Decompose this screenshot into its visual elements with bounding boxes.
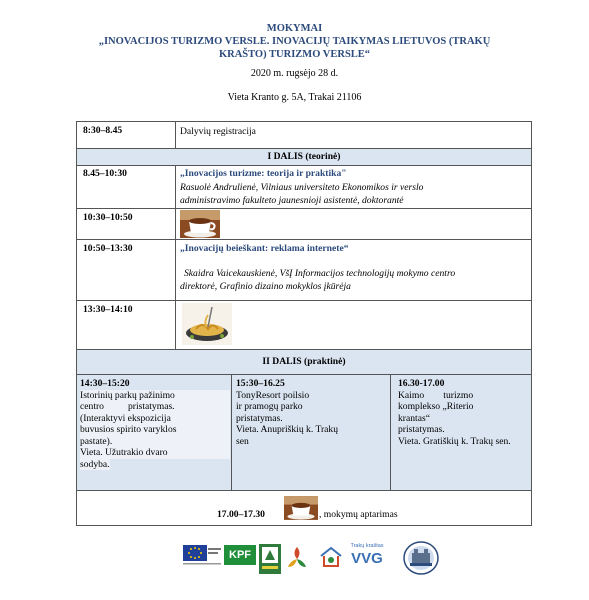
- column-3-line: Vieta. Gratiškių k. Trakų sen.: [398, 435, 511, 447]
- ornament-logo: [286, 545, 308, 571]
- column-1-line: centro pristatymas.: [80, 401, 230, 413]
- column-2-line: Vieta. Anupriškių k. Trakų: [236, 424, 339, 435]
- coffee-cup-icon: [284, 493, 318, 523]
- column-3-line: Kaimo turizmo: [398, 389, 474, 401]
- column-2-line: sen: [236, 435, 249, 447]
- column-1-time: 14:30–15:20: [80, 378, 130, 389]
- kpf-logo: KPF: [224, 545, 256, 565]
- row-marketing-speaker-1: Skaidra Vaicekauskienė, VšĮ Informacijos technologijų mokymo centro: [184, 268, 456, 279]
- row-theory-speaker-1: Rasuolė Andrulienė, Vilniaus universiteto Ekonomikos ir verslo: [180, 182, 424, 193]
- column-3-line: komplekso „Riterio: [398, 401, 474, 412]
- closing-row: [77, 491, 531, 525]
- trakai-vvg-logo: [347, 543, 387, 573]
- part1-heading: I DALIS (teorinė): [267, 151, 341, 162]
- column-1-line: (Interaktyvi ekspozicija: [80, 413, 230, 425]
- column-2-line: pristatymas.: [236, 412, 283, 424]
- trakai-crest-logo: [403, 541, 439, 575]
- row-marketing-speaker-2: direktorė, Grafinio dizaino mokyklos įkūrėja: [180, 281, 351, 292]
- trakai-label: Trakų kraštas: [350, 543, 384, 549]
- row-theory-title: „Inovacijos turizme: teorija ir praktika": [180, 168, 347, 179]
- column-1-line: sodyba.: [80, 458, 110, 470]
- column-3-time: 16.30-17.00: [398, 378, 445, 389]
- event-date: 2020 m. rugsėjo 28 d.: [250, 68, 339, 79]
- column-2-time: 15:30–16.25: [236, 378, 285, 389]
- row-lunch-time: 13:30–14:10: [83, 304, 133, 315]
- eu-flag-icon: [183, 545, 221, 567]
- column-2-line: ir pramogų parko: [236, 401, 303, 412]
- column-2-line: TonyResort poilsio: [236, 389, 310, 401]
- row-registration-time: 8:30–8.45: [83, 125, 123, 136]
- closing-text: , mokymų aptarimas: [319, 509, 398, 520]
- title-line-2: KRAŠTO) TURIZMO VERSLE“: [218, 49, 371, 60]
- row-marketing-title: „Inovacijų beieškant: reklama internete“: [180, 243, 349, 254]
- column-1-line: Istorinių parkų pažinimo: [80, 390, 230, 402]
- title-line-1: „INOVACIJOS TURIZMO VERSLE. INOVACIJŲ TAIKYMAS LIETUVOS (TRAKŲ: [98, 36, 491, 47]
- column-3: [398, 378, 530, 447]
- row-coffee-time: 10:30–10:50: [83, 212, 133, 223]
- column-3-line: pristatymas.: [398, 424, 445, 435]
- row-theory-speaker-2: administravimo fakulteto jaunesnioji asistentė, doktorantė: [180, 195, 404, 206]
- row-marketing-time: 10:50–13:30: [83, 243, 133, 254]
- row-registration-text: Dalyvių registracija: [180, 126, 256, 137]
- title-mokymai: MOKYMAI: [266, 23, 323, 34]
- lunch-plate-icon: [182, 303, 232, 345]
- event-venue: Vieta Kranto g. 5A, Trakai 21106: [227, 92, 362, 103]
- column-3-line: krantas“: [398, 412, 430, 424]
- house-logo: [318, 544, 344, 570]
- part2-heading: II DALIS (praktinė): [262, 356, 346, 367]
- closing-time: 17.00–17.30: [217, 509, 265, 520]
- column-1-line: pastate).: [80, 436, 230, 448]
- column-1-line: Vieta. Užutrakio dvaro: [80, 447, 230, 459]
- vvg-label: VVG: [351, 550, 383, 567]
- column-2: [236, 378, 388, 447]
- coffee-cup-icon: [180, 210, 220, 238]
- column-1: [80, 378, 230, 470]
- leader-logo: [259, 544, 281, 574]
- column-1-line: buvusios spirito varyklos: [80, 424, 230, 436]
- row-theory-time: 8.45–10:30: [83, 168, 127, 179]
